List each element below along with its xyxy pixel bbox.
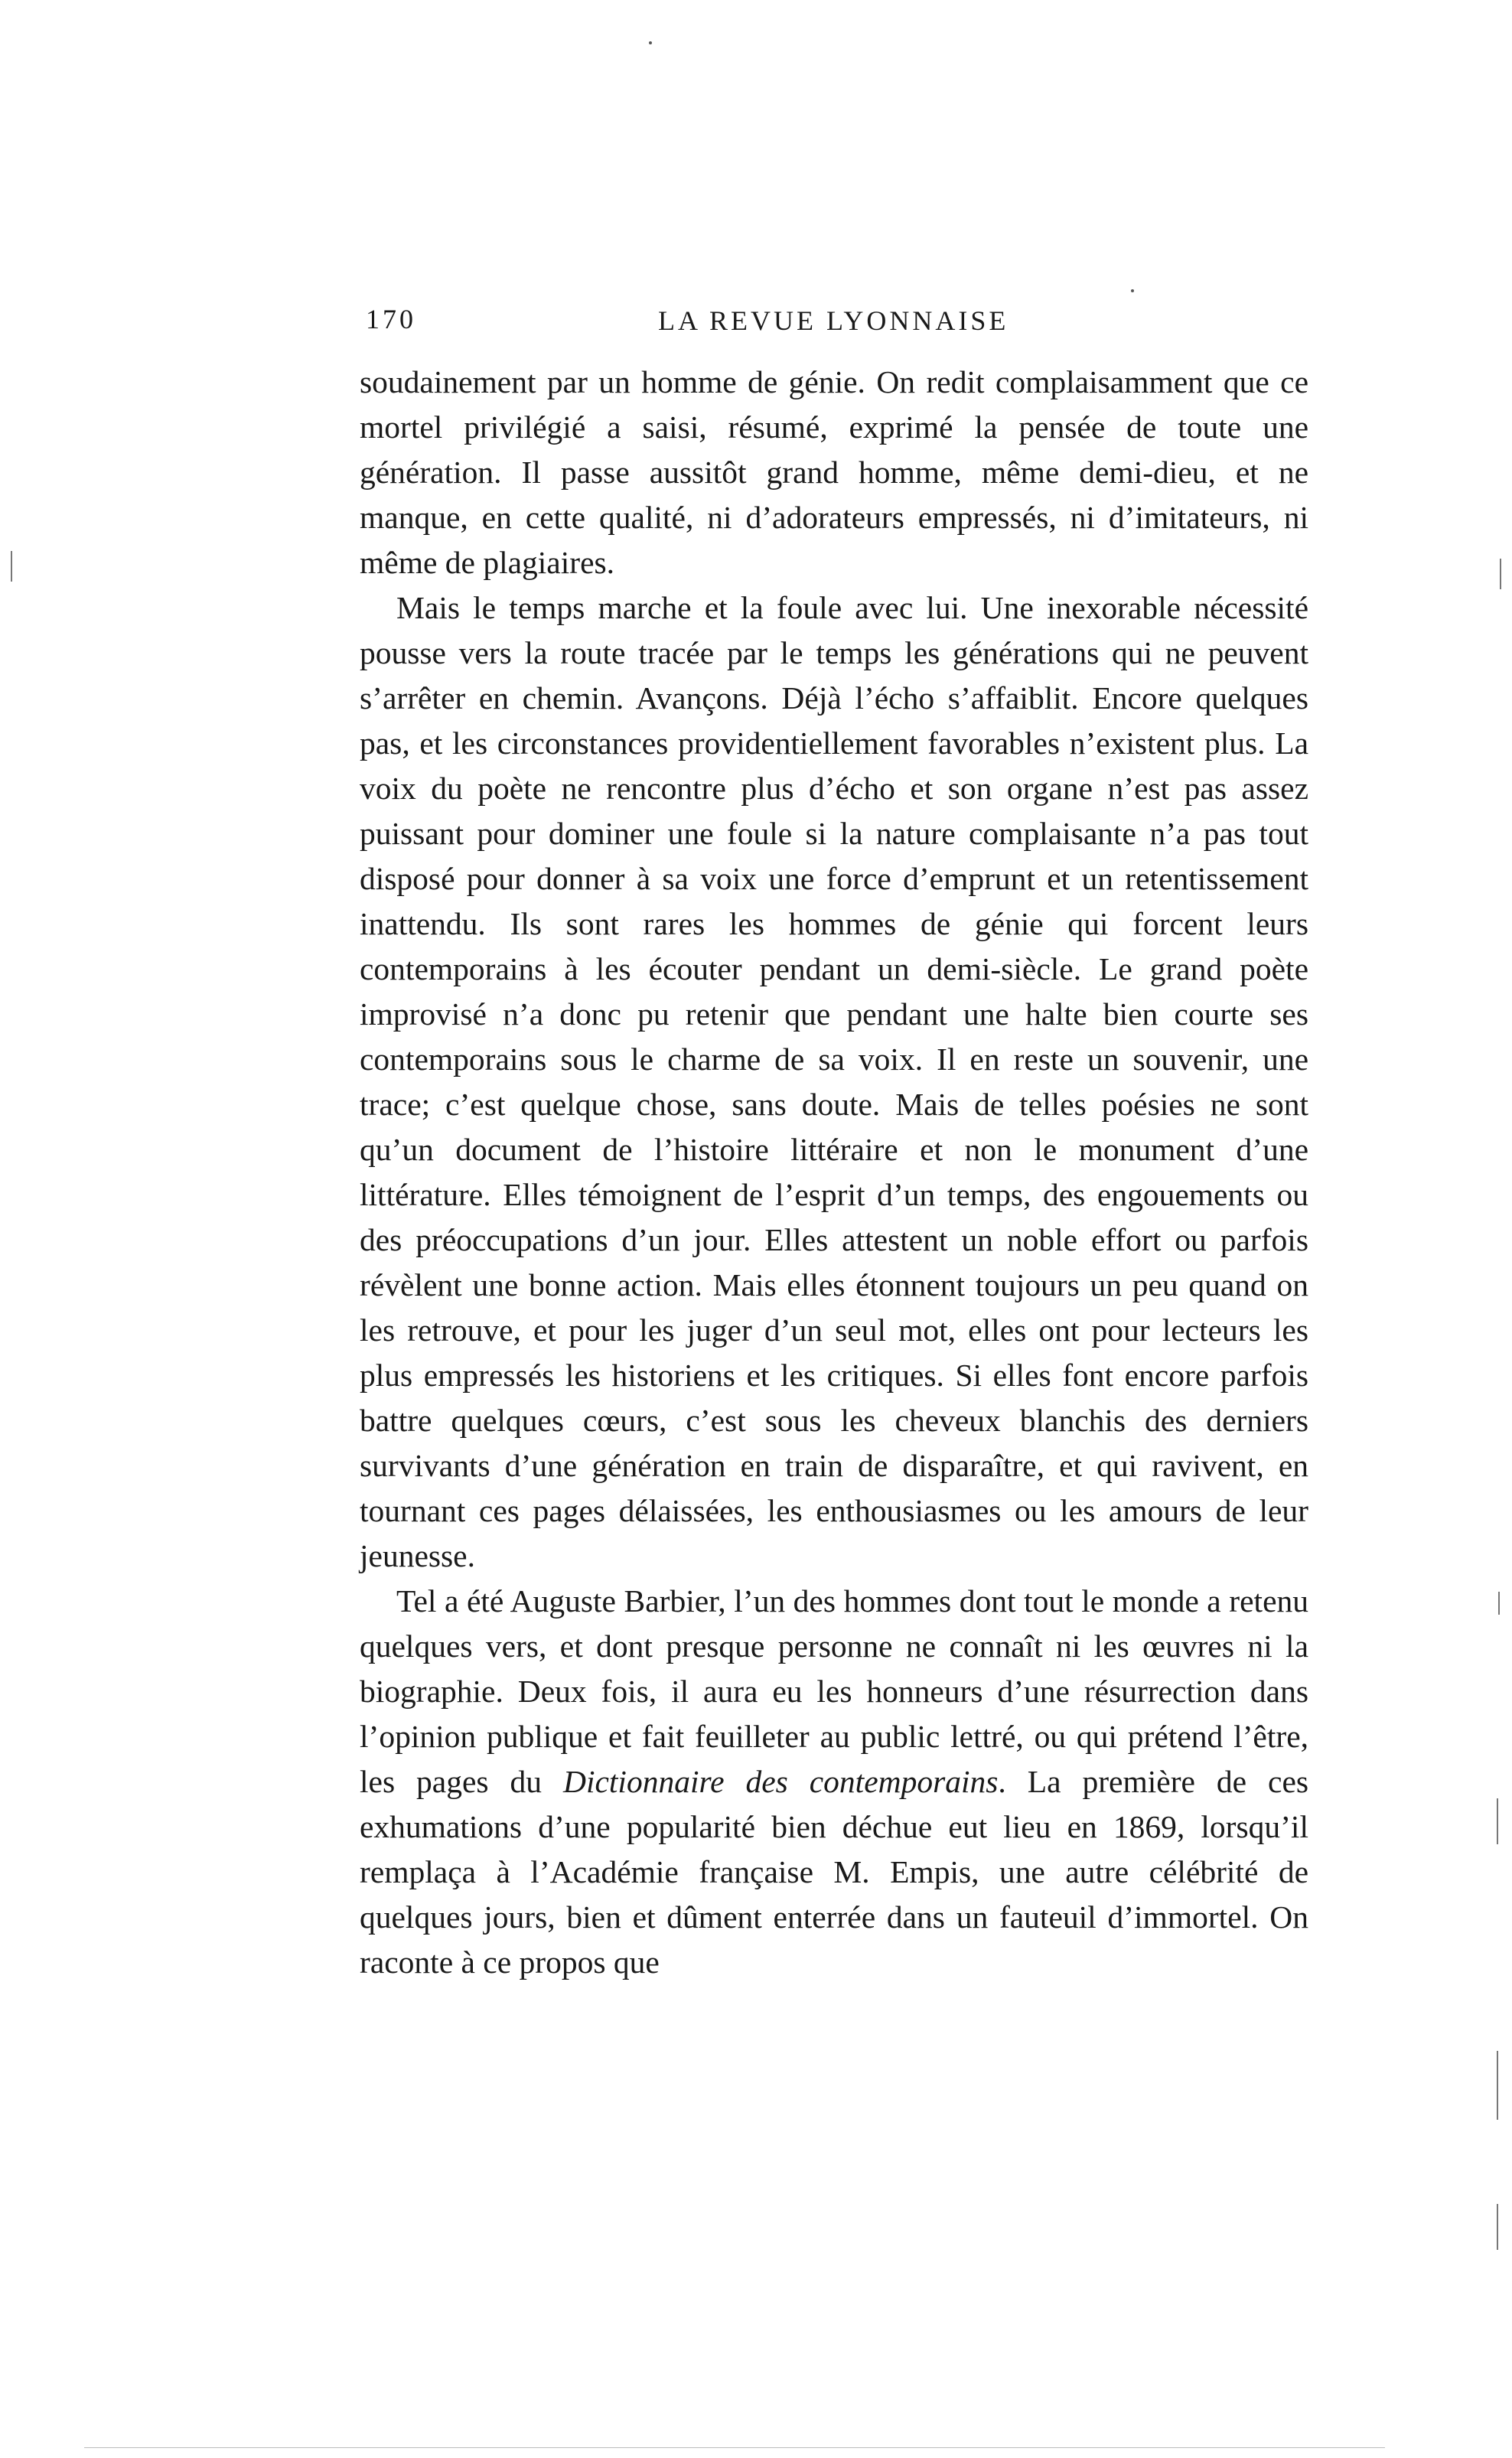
- paragraph-continuation: soudainement par un homme de génie. On redit complaisamment que ce mortel privilégié a saisi, résumé, exprimé la pensée de toute une génération. Il passe aussitôt grand homme, même demi-dieu, et ne manque, en cette qualité, ni d’adorateurs empressés, ni d’imitateurs, ni même de plagiaires.: [360, 364, 1308, 580]
- scan-speck: [1131, 289, 1134, 292]
- journal-title: LA REVUE LYONNAISE: [658, 305, 1009, 336]
- scan-edge-mark: [1497, 1798, 1498, 1844]
- paragraph-text-before: Tel a été Auguste Barbier, l’un des hommes dont tout le monde a retenu quelques vers, et dont presque personne ne connaît ni les œuvres ni la biographie. Deux fois, il aura eu les honneurs d’une résurrection dans l’opinion publique et fait feuilleter au public lettré, ou qui prétend l’être, les pages du: [360, 1583, 1308, 1799]
- scan-edge-mark: [1497, 2204, 1498, 2250]
- body-text: [360, 360, 1308, 1985]
- scan-speck: [649, 41, 652, 44]
- paragraph-time-marches: Mais le temps marche et la foule avec lui. Une inexorable nécessité pousse vers la route tracée par le temps les générations qui ne peuvent s’arrêter en chemin. Avançons. Déjà l’écho s’affaiblit. Encore quelques pas, et les circonstances providentiellement favorables n’existent plus. La voix du poète ne rencontre plus d’écho et son organe n’est pas assez puissant pour dominer une foule si la nature complaisante n’a pas tout disposé pour donner à sa voix une force d’emprunt et un retentissement inattendu. Ils sont rares les hommes de génie qui forcent leurs contemporains à les écouter pendant un demi-siècle. Le grand poète improvisé n’a donc pu retenir que pendant une halte bien courte ses contemporains sous le charme de sa voix. Il en reste un souvenir, une trace; c’est quelque chose, sans doute. Mais de telles poésies ne sont qu’un document de l’histoire littéraire et non le monument d’une littérature. Elles témoignent de l’esprit d’un temps, des engouements ou des préoccupations d’un jour. Elles attestent un noble effort ou parfois révèlent une bonne action. Mais elles étonnent toujours un peu quand on les retrouve, et pour les juger d’un seul mot, elles ont pour lecteurs les plus empressés les historiens et les critiques. Si elles font encore parfois battre quelques cœurs, c’est sous les cheveux blanchis des derniers survivants d’une génération en train de disparaître, et qui ravivent, en tournant ces pages délaissées, les enthousiasmes ou les amours de leur jeunesse.: [360, 590, 1308, 1573]
- paragraph-auguste-barbier: [360, 1579, 1308, 1985]
- page-number: 170: [366, 304, 416, 334]
- italic-book-title: Dictionnaire des contemporains: [562, 1764, 999, 1799]
- scan-bottom-edge: [84, 2447, 1385, 2448]
- scan-edge-mark: [11, 551, 12, 582]
- scan-edge-mark: [1498, 1592, 1500, 1615]
- scan-edge-mark: [1500, 559, 1501, 589]
- scan-edge-mark: [1497, 2051, 1498, 2120]
- running-head: [360, 303, 1286, 341]
- paragraph-text-after: . La première de ces exhumations d’une popularité bien déchue eut lieu en 1869, lorsqu’il remplaça à l’Académie française M. Empis, une autre célébrité de quelques jours, bien et dûment enterrée dans un fauteuil d’immortel. On raconte à ce propos que: [360, 1764, 1309, 1980]
